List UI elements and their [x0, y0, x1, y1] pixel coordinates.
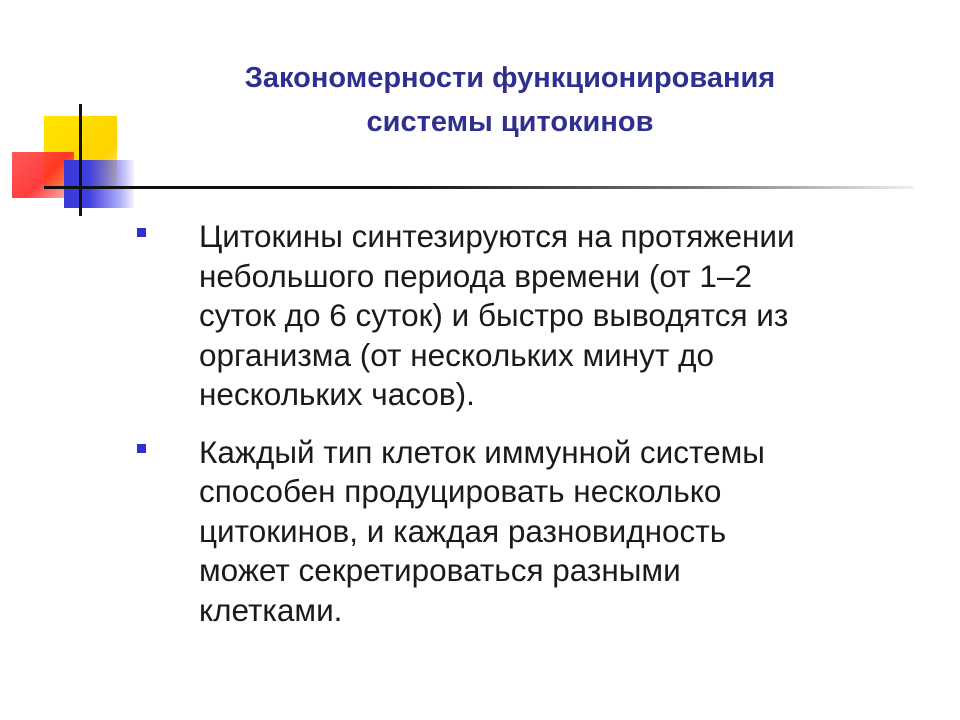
slide-title-line-1: Закономерности функционирования: [244, 62, 776, 94]
decor-vertical-line: [79, 104, 82, 216]
bullet-line: нескольких часов).: [199, 376, 475, 412]
bullet-line: клетками.: [199, 591, 343, 628]
slide-title: [150, 56, 870, 144]
bullet-line: суток до 6 суток) и быстро выводятся из: [199, 297, 789, 333]
decor-blue-square: [64, 160, 134, 208]
bullet-item: [130, 433, 920, 631]
bullet-line: Каждый тип клеток иммунной системы: [199, 433, 765, 470]
bullet-line: способен продуцировать несколько: [199, 473, 722, 509]
slide-title-line-2: системы цитокинов: [366, 106, 654, 138]
bullet-line: может секретироваться разными: [199, 552, 681, 588]
bullet-line: Цитокины синтезируются на протяжении: [199, 218, 795, 254]
bullet-line: небольшого периода времени (от 1–2: [199, 257, 752, 294]
square-bullet-icon: [137, 444, 146, 453]
bullet-item: [130, 217, 920, 415]
bullet-line: организма (от нескольких минут до: [199, 336, 714, 373]
bullet-line: цитокинов, и каждая разновидность: [199, 512, 727, 549]
bullet-list: [130, 217, 920, 648]
square-bullet-icon: [137, 228, 146, 237]
title-divider-line: [44, 186, 914, 189]
